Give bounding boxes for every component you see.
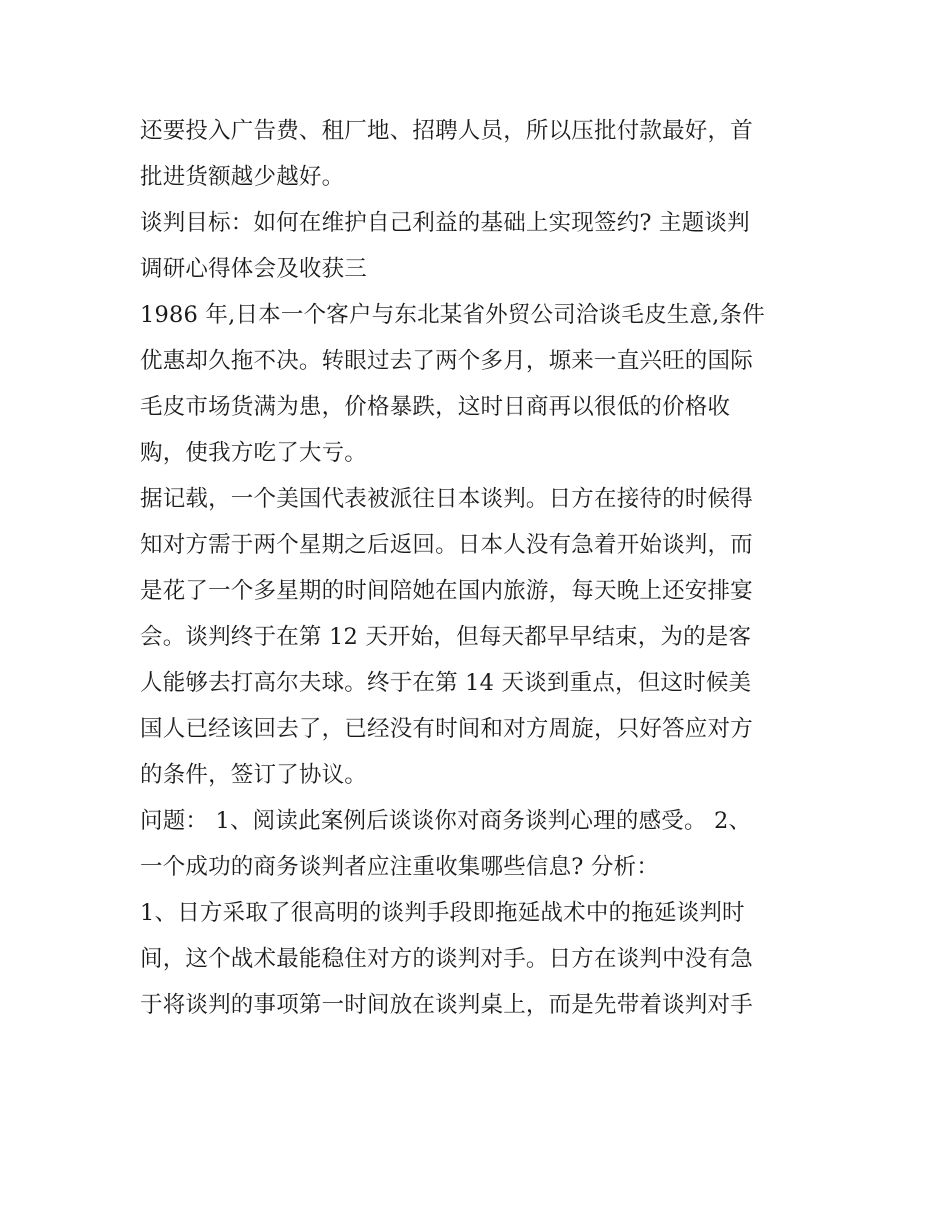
body-text [140, 108, 820, 1028]
text-line: 会。谈判终于在第 12 天开始，但每天都早早结束，为的是客 [140, 624, 752, 650]
text-line: 据记载，一个美国代表被派往日本谈判。日方在接待的时候得 [140, 486, 753, 512]
text-line: 问题： 1、阅读此案例后谈谈你对商务谈判心理的感受。 2、 [140, 808, 752, 834]
text-line: 优惠却久拖不决。转眼过去了两个多月，塬来一直兴旺的国际 [140, 348, 753, 374]
text-line: 购，使我方吃了大亏。 [140, 440, 368, 466]
text-line: 调研心得体会及收获三 [140, 256, 368, 282]
text-line: 国人已经该回去了，已经没有时间和对方周旋，只好答应对方 [140, 716, 753, 742]
text-line: 批进货额越少越好。 [140, 164, 345, 190]
text-line: 1986 年,日本一个客户与东北某省外贸公司洽谈毛皮生意,条件 [140, 302, 765, 328]
text-line: 于将谈判的事项第一时间放在谈判桌上，而是先带着谈判对手 [140, 992, 753, 1018]
text-line: 毛皮市场货满为患，价格暴跌，这时日商再以很低的价格收 [140, 394, 731, 420]
text-line: 1、日方采取了很高明的谈判手段即拖延战术中的拖延谈判时 [140, 900, 745, 926]
text-line: 是花了一个多星期的时间陪她在国内旅游，每天晚上还安排宴 [140, 578, 753, 604]
text-line: 人能够去打高尔夫球。终于在第 14 天谈到重点，但这时候美 [140, 670, 752, 696]
text-line: 谈判目标：如何在维护自己利益的基础上实现签约? 主题谈判 [140, 210, 750, 236]
text-line: 一个成功的商务谈判者应注重收集哪些信息? 分析： [140, 854, 660, 880]
text-line: 间，这个战术最能稳住对方的谈判对手。日方在谈判中没有急 [140, 946, 753, 972]
text-line: 知对方需于两个星期之后返回。日本人没有急着开始谈判，而 [140, 532, 753, 558]
text-line: 还要投入广告费、租厂地、招聘人员，所以压批付款最好，首 [140, 118, 753, 144]
text-line: 的条件，签订了协议。 [140, 762, 368, 788]
